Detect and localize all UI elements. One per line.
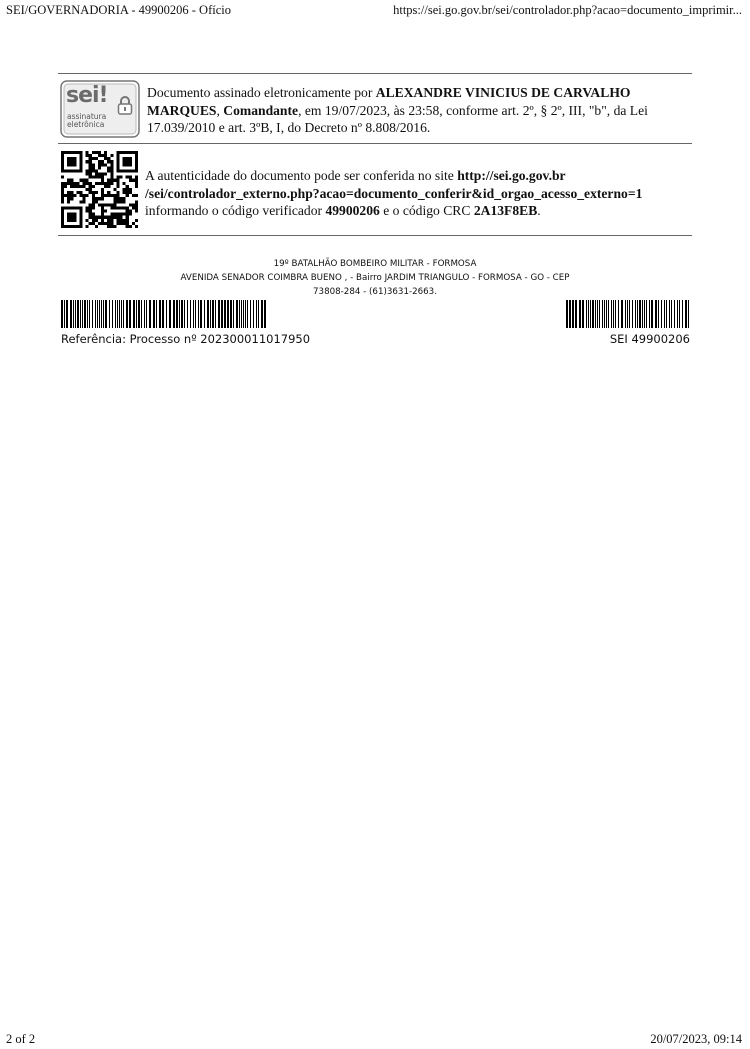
print-header-url: https://sei.go.gov.br/sei/controlador.php?acao=documento_imprimir... — [393, 3, 742, 17]
verification-code: 49900206 — [325, 203, 380, 218]
divider-middle — [58, 143, 692, 144]
process-reference: Referência: Processo nº 202300011017950 — [61, 332, 311, 346]
sei-logo-text: sei! — [66, 83, 108, 108]
authenticity-statement: A autenticidade do documento pode ser conferida no site http://sei.go.gov.br /sei/controlador_externo.php?acao=documento_conferir&id_orgao_acesso_externo=1 informando o código verificador 49900206 e o código CRC 2A13F8EB. — [145, 168, 643, 218]
lock-icon — [117, 95, 133, 120]
qr-code — [61, 151, 138, 228]
divider-bottom — [58, 235, 692, 236]
divider-top — [58, 73, 692, 74]
barcode-right — [566, 300, 690, 328]
sei-number: SEI 49900206 — [609, 332, 690, 346]
print-header-title: SEI/GOVERNADORIA - 49900206 - Ofício — [6, 3, 231, 17]
crc-code: 2A13F8EB — [473, 203, 538, 218]
signer-name: ALEXANDRE VINICIUS DE CARVALHO MARQUES — [147, 85, 631, 118]
unit-address: 19º BATALHÃO BOMBEIRO MILITAR - FORMOSA AVENIDA SENADOR COIMBRA BUENO , - Bairro JARDIM TRIANGULO - FORMOSA - GO - CEP 73808-284 - (61)3631-2663. — [180, 259, 570, 297]
verification-url: http://sei.go.gov.br /sei/controlador_externo.php?acao=documento_conferir&id_orgao_acesso_externo=1 — [145, 168, 643, 201]
seal-caption: assinatura eletrônica — [67, 112, 107, 129]
barcode-left — [61, 300, 268, 328]
signature-statement: Documento assinado eletronicamente por ALEXANDRE VINICIUS DE CARVALHO MARQUES, Comandante, em 19/07/2023, às 23:58, conforme art. 2º, § 2º, III, "b", da Lei 17.039/2010 e art. 3ºB, I, do Decreto nº 8.808/2016. — [147, 85, 648, 135]
sei-signature-seal — [60, 80, 140, 138]
print-footer-page: 2 of 2 — [6, 1032, 36, 1046]
signer-role: Comandante — [223, 102, 299, 118]
print-footer-datetime: 20/07/2023, 09:14 — [650, 1032, 742, 1046]
